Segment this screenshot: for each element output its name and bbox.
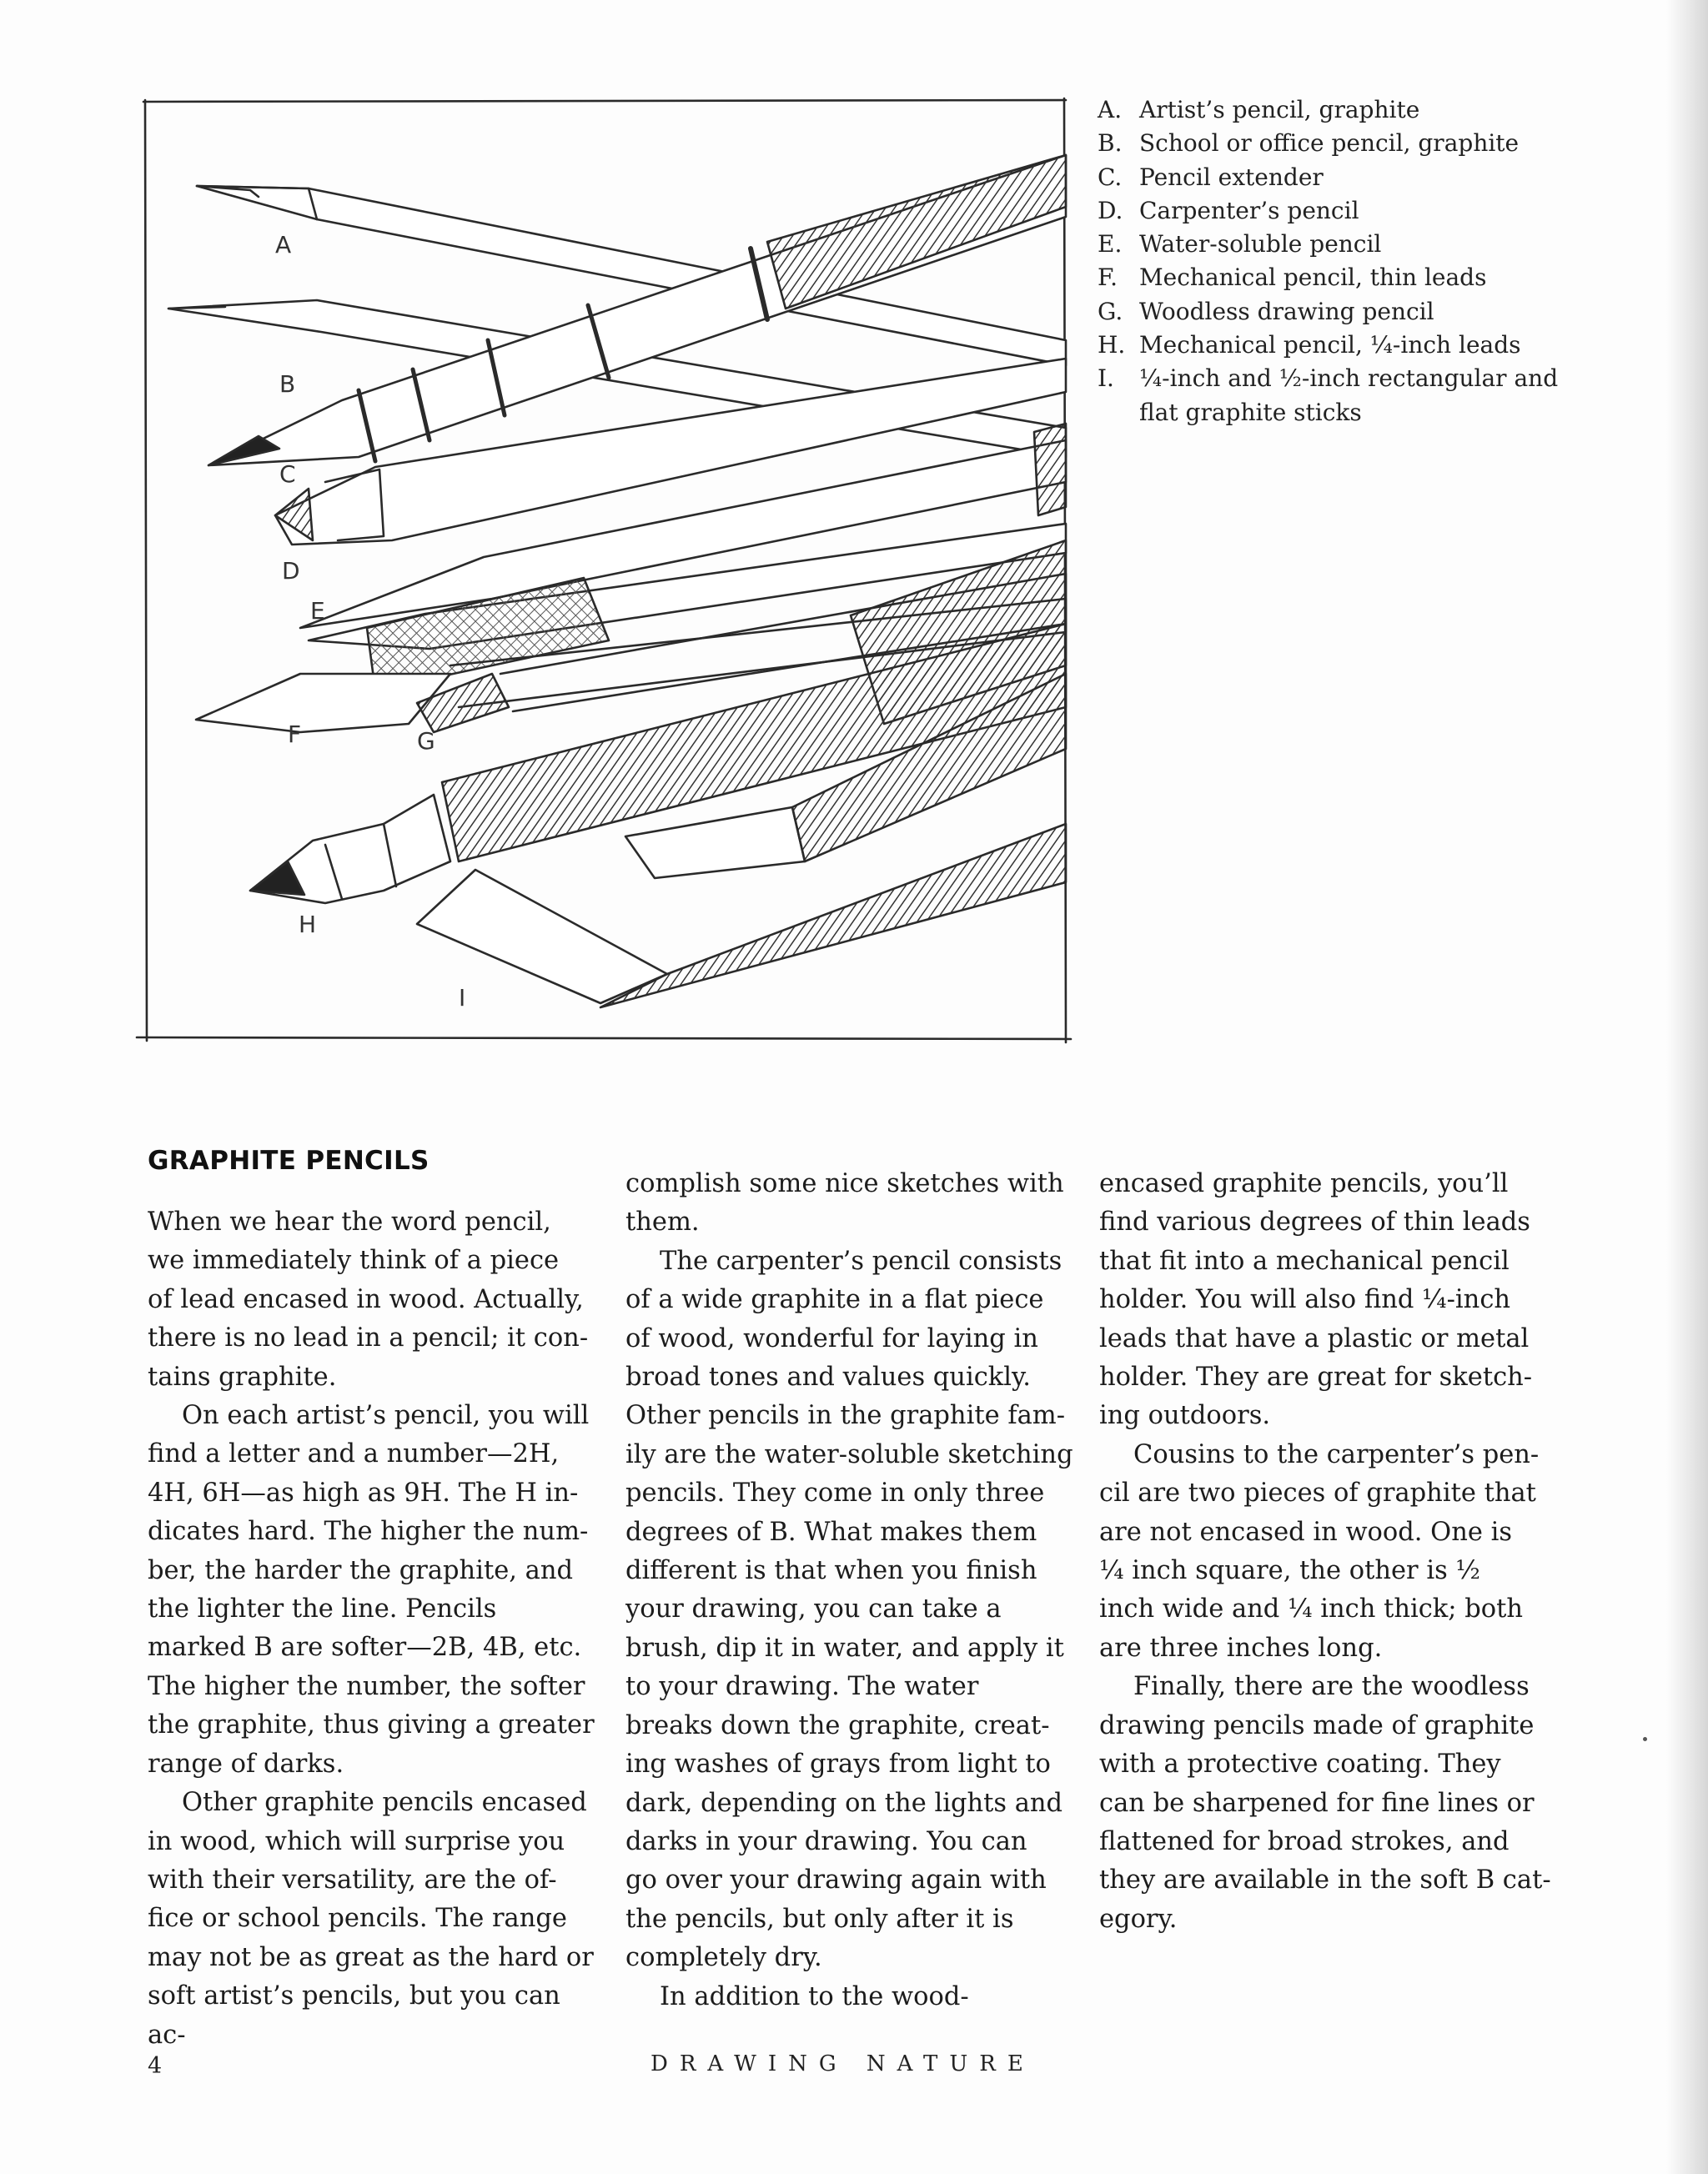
figure-label-h: H <box>299 911 317 938</box>
text-line: of wood, wonderful for laying in <box>625 1323 1038 1353</box>
text-line: with a protective coating. They <box>1099 1750 1501 1780</box>
text-line: marked B are softer—2B, 4B, etc. <box>148 1633 582 1663</box>
text-line: drawing pencils made of graphite <box>1099 1710 1535 1740</box>
text-line: range of darks. <box>148 1749 344 1779</box>
text-line: broad tones and values quickly. <box>625 1363 1031 1393</box>
legend-item <box>1098 261 1565 294</box>
text-line: they are available in the soft B cat- <box>1099 1865 1551 1895</box>
legend-letter: G. <box>1098 297 1123 325</box>
text-line: the lighter the line. Pencils <box>148 1594 497 1624</box>
text-line: degrees of B. What makes them <box>625 1517 1037 1547</box>
legend-letter: B. <box>1098 129 1123 158</box>
text-line: inch wide and ¼ inch thick; both <box>1099 1594 1524 1624</box>
text-line: the graphite, thus giving a greater <box>148 1710 595 1740</box>
text-line: flattened for broad strokes, and <box>1099 1826 1510 1856</box>
text-line: find a letter and a number—2H, <box>148 1439 560 1469</box>
text-line: find various degrees of thin leads <box>1099 1207 1530 1238</box>
text-line: encased graphite pencils, you’ll <box>1099 1169 1509 1198</box>
legend-text: Mechanical pencil, thin leads <box>1139 264 1487 292</box>
figure-label-f: F <box>288 720 302 748</box>
pencils-illustration <box>133 90 1076 1049</box>
text-line: On each artist’s pencil, you will <box>182 1401 590 1431</box>
legend-letter: C. <box>1098 163 1123 191</box>
legend-text: Carpenter’s pencil <box>1139 196 1359 224</box>
text-line: that fit into a mechanical pencil <box>1099 1246 1510 1276</box>
text-line: your drawing, you can take a <box>625 1594 1002 1624</box>
text-line: ing outdoors. <box>1099 1401 1271 1431</box>
legend-letter: E. <box>1098 230 1123 259</box>
text-line: darks in your drawing. You can <box>625 1826 1027 1856</box>
legend-letter: H. <box>1098 331 1126 359</box>
text-line: holder. They are great for sketch- <box>1099 1363 1533 1393</box>
text-line: egory. <box>1099 1904 1178 1934</box>
legend-text: Artist’s pencil, graphite <box>1139 96 1420 123</box>
text-line: breaks down the graphite, creat- <box>625 1710 1050 1740</box>
running-title: DRAWING NATURE <box>651 2051 1035 2076</box>
text-line: Other pencils in the graphite fam- <box>625 1401 1066 1431</box>
text-line: dicates hard. The higher the num- <box>148 1517 589 1547</box>
text-line: soft artist’s pencils, but you can ac- <box>148 1981 560 2050</box>
text-line: of a wide graphite in a flat piece <box>625 1285 1044 1315</box>
text-line: The higher the number, the softer <box>148 1671 585 1701</box>
text-line: When we hear the word pencil, <box>148 1207 551 1237</box>
text-line: The carpenter’s pencil consists <box>660 1246 1062 1276</box>
legend-text: School or office pencil, graphite <box>1139 129 1520 158</box>
figure-label-b: B <box>279 370 296 398</box>
scan-speck <box>1643 1737 1647 1741</box>
text-line: In addition to the wood- <box>660 1981 969 2011</box>
text-line: are three inches long. <box>1099 1633 1383 1663</box>
legend-item <box>1098 362 1565 429</box>
text-line: dark, depending on the lights and <box>625 1788 1063 1818</box>
text-line: ber, the harder the graphite, and <box>148 1555 573 1585</box>
legend-text: Woodless drawing pencil <box>1139 297 1434 325</box>
legend-text: Water-soluble pencil <box>1139 230 1382 259</box>
text-line: brush, dip it in water, and apply it <box>625 1633 1064 1663</box>
text-line: in wood, which will surprise you <box>148 1826 565 1856</box>
legend-item <box>1098 161 1565 194</box>
text-line: Other graphite pencils encased <box>182 1788 587 1818</box>
text-line: are not encased in wood. One is <box>1099 1517 1512 1547</box>
legend-letter: D. <box>1098 196 1123 224</box>
figure-label-a: A <box>275 231 292 259</box>
text-line: there is no lead in a pencil; it con- <box>148 1323 589 1353</box>
text-line: holder. You will also find ¼-inch <box>1099 1285 1511 1315</box>
legend-item <box>1098 127 1565 160</box>
legend-text: ¼-inch and ½-inch rectangular and flat graphite sticks <box>1139 364 1559 426</box>
text-line: may not be as great as the hard or <box>148 1942 594 1972</box>
body-column-3 <box>1099 1165 1554 1939</box>
text-line: of lead encased in wood. Actually, <box>148 1284 584 1314</box>
legend-item <box>1098 228 1565 261</box>
text-line: to your drawing. The water <box>625 1672 979 1702</box>
section-heading: GRAPHITE PENCILS <box>148 1146 430 1176</box>
body-column-1 <box>148 1203 602 2055</box>
page-number: 4 <box>148 2053 163 2079</box>
text-line: complish some nice sketches with <box>625 1169 1064 1198</box>
legend-item <box>1098 329 1565 362</box>
text-line: ing washes of grays from light to <box>625 1750 1051 1780</box>
text-line: we immediately think of a piece <box>148 1246 560 1276</box>
figure-label-i: I <box>459 984 466 1012</box>
legend-item <box>1098 93 1565 127</box>
text-line: different is that when you finish <box>625 1556 1037 1586</box>
legend-item <box>1098 194 1565 228</box>
text-line: the pencils, but only after it is <box>625 1904 1014 1934</box>
text-line: pencils. They come in only three <box>625 1479 1045 1509</box>
text-line: ¼ inch square, the other is ½ <box>1099 1556 1480 1586</box>
figure-legend <box>1098 93 1565 429</box>
text-line: 4H, 6H—as high as 9H. The H in- <box>148 1478 579 1508</box>
page-spine-shadow <box>1666 0 1708 2174</box>
figure-label-e: E <box>310 597 325 625</box>
body-column-2 <box>625 1165 1080 2016</box>
text-line: fice or school pencils. The range <box>148 1904 567 1934</box>
legend-item <box>1098 295 1565 329</box>
text-line: Finally, there are the woodless <box>1133 1672 1530 1702</box>
text-line: ily are the water-soluble sketching <box>625 1439 1073 1469</box>
figure-label-d: D <box>282 557 300 585</box>
legend-text: Pencil extender <box>1139 163 1324 191</box>
legend-text: Mechanical pencil, ¼-inch leads <box>1139 331 1521 359</box>
figure-label-c: C <box>279 460 296 488</box>
text-line: them. <box>625 1207 700 1238</box>
text-line: completely dry. <box>625 1943 822 1973</box>
text-line: go over your drawing again with <box>625 1865 1047 1895</box>
text-line: can be sharpened for fine lines or <box>1099 1788 1535 1818</box>
figure-label-g: G <box>417 727 435 755</box>
legend-letter: F. <box>1098 264 1118 292</box>
text-line: Cousins to the carpenter’s pen- <box>1133 1439 1540 1469</box>
text-line: with their versatility, are the of- <box>148 1865 557 1895</box>
legend-letter: I. <box>1098 364 1114 393</box>
text-line: cil are two pieces of graphite that <box>1099 1479 1536 1509</box>
text-line: leads that have a plastic or metal <box>1099 1323 1530 1353</box>
legend-letter: A. <box>1098 96 1123 123</box>
text-line: tains graphite. <box>148 1362 337 1392</box>
